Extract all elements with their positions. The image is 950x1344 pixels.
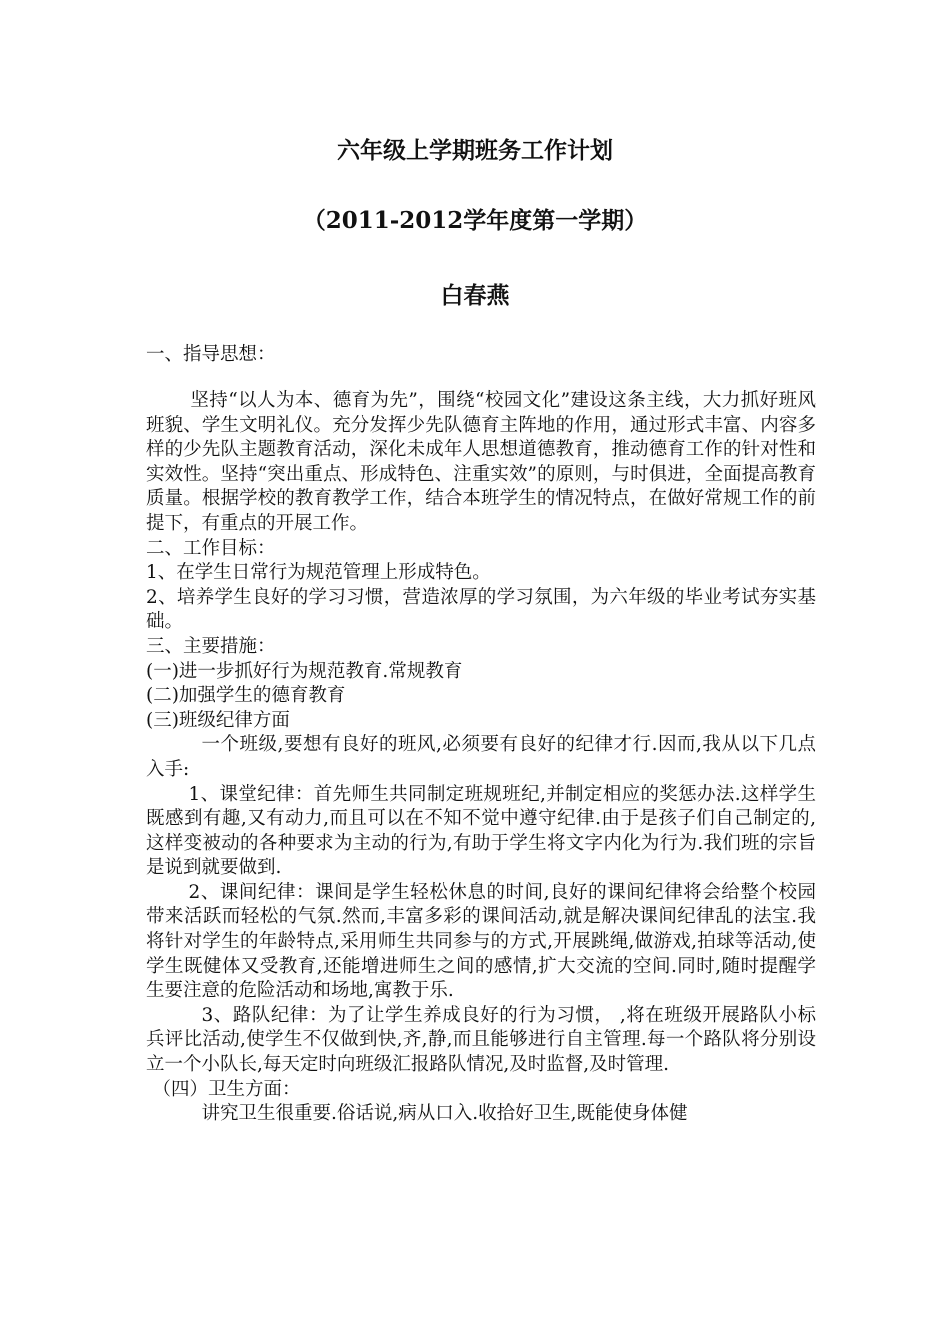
paragraph-discipline-intro: 一个班级,要想有良好的班风,必须要有良好的纪律才行.因而,我从以下几点入手: [146,734,816,780]
doc-author: 白春燕 [440,282,510,309]
doc-subtitle: （2011-2012学年度第一学期） [302,207,648,234]
paragraph-break-discipline: 2、课间纪律：课间是学生轻松休息的时间,良好的课间纪律将会给整个校园带来活跃而轻松的气氛.然而,丰富多彩的课间活动,就是解决课间纪律乱的法宝.我将针对学生的年龄特点,采用师生共同参与的方式,开展跳绳,做游戏,拍球等活动,使学生既健体又受教育,还能增进师生之间的感情,扩大交流的空间.同时,随时提醒学生要注意的危险活动和场地,寓教于乐. [146,881,816,1002]
paragraph-guiding-thought: 坚持“以人为本、德育为先”，围绕“校园文化”建设这条主线，大力抓好班风班貌、学生文明礼仪。充分发挥少先队德育主阵地的作用，通过形式丰富、内容多样的少先队主题教育活动，深化未成年人思想道德教育，推动德育工作的针对性和实效性。坚持“突出重点、形成特色、注重实效”的原则，与时俱进，全面提高教育质量。根据学校的教育教学工作，结合本班学生的情况特点，在做好常规工作的前提下，有重点的开展工作。 [146,390,816,534]
paragraph-queue-discipline: 3、路队纪律：为了让学生养成良好的行为习惯， ,将在班级开展路队小标兵评比活动,使学生不仅做到快,齐,静,而且能够进行自主管理.每一个路队将分别设立一个小队长,每天定时向班级汇报路队情况,及时监督,及时管理. [146,1004,816,1076]
section-heading: 一、指导思想： [146,344,276,365]
subsection-heading: (二)加强学生的德育教育 [146,685,346,707]
subsection-heading: (一)进一步抓好行为规范教育.常规教育 [146,660,463,682]
subsection-heading: (三)班级纪律方面 [146,709,290,731]
section-heading: 三、主要措施： [146,635,276,657]
subsection-heading: （四）卫生方面： [152,1078,301,1100]
section-1-heading-block [146,343,816,368]
paragraph-hygiene: 讲究卫生很重要.俗话说,病从口入.收拾好卫生,既能使身体健 [201,1103,688,1125]
document-body [146,389,816,1127]
section-heading: 二、工作目标： [146,537,276,559]
doc-title: 六年级上学期班务工作计划 [337,137,613,164]
list-item: 2、培养学生良好的学习习惯，营造浓厚的学习氛围，为六年级的毕业考试夯实基础。 [146,586,816,633]
paragraph-class-discipline: 1、课堂纪律：首先师生共同制定班规班纪,并制定相应的奖惩办法.这样学生既感到有趣,又有动力,而且可以在不知不觉中遵守纪律.由于是孩子们自己制定的,这样变被动的各种要求为主动的行为,有助于学生将文字内化为行为.我们班的宗旨是说到就要做到. [146,783,816,879]
list-item: 1、在学生日常行为规范管理上形成特色。 [146,562,491,584]
